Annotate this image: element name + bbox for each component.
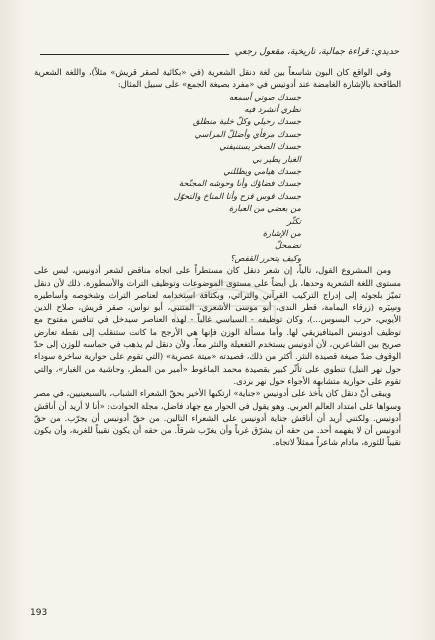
intro-paragraph: وفي الواقع كان البون شاسعاً بين لغة دنقل الشعرية (في «بكائية لصقر قريش» مثلاً)، واللغة الشعرية الطافحة بالإشارة الغامضة عند أدونيس في «مفرد بصيغة الجمع» على سبيل المثال: xyxy=(34,67,401,90)
verse-line: جسدك قوس قزح وأنا المناخ والتحوّل xyxy=(173,190,301,201)
poem-excerpt xyxy=(34,91,401,265)
paragraph: ويبقى أنّ دنقل كان يأخذ على أدونيس «جناية» ارتكبها الأخير بحقّ الشعراء الشباب، بالسبعينيين، في مصر وسواها على امتداد العالم العربي. وهو يقول في الحوار مع جهاد فاضل، مجلة الحوادث: «أنا لا أريد أن أناقش أدونيس. ولكنني أريد أن أناقش جناية أدونيس على الشعراء التالين. من حقّ أدونيس أن يجرّب. من حقّ أدونيس أن لا يفهمه أحد. من حقه أن يشرّق غرباً وأن يغرّب شرقاً. من حقه أن يكون نقيباً للغربة، وأن يكون نقيباً للثورة، مادام شاعراً ممثلاً لاتجاه. xyxy=(34,388,401,448)
verse-line: جسدك هيامي ويظللني xyxy=(223,166,301,177)
body-text xyxy=(34,66,401,449)
verse-line: تضمحلّ xyxy=(275,240,301,251)
verse-line: من بعضي من العبارة xyxy=(228,203,301,214)
verse-line: الغبار يطير بي xyxy=(252,153,301,164)
header-rule xyxy=(40,54,229,55)
running-header xyxy=(40,42,399,58)
verse-line: تكثّر xyxy=(287,215,301,226)
verse-line: جسدك مرفأي وأضللّ المراسي xyxy=(194,128,301,139)
page-number: 193 xyxy=(30,608,48,618)
verse-line: جسدك رحيلي وكلّ خلية منطلق xyxy=(192,116,301,127)
running-title: حديدي: قراءة جمالية، تاريخية، مقعول رجعي xyxy=(234,47,399,57)
verse-line: جسدك الصخر يستنيفني xyxy=(219,141,301,152)
verse-line: جسدك صوتي أسمعه xyxy=(228,91,301,102)
verse-line: جسدك فضاؤك وأنا وحوشه المجنّحة xyxy=(178,178,301,189)
paragraph: ومن المشروع القول، تالياً، إن شعر دنقل كان مستطراً على اتجاه مناقض لشعر أدونيس، ليس على مستوى اللغة الشعرية وحدها، بل أيضاً على مستوى الموضوعات وتوظيف التراث والأسطورة. ذلك لأن دنقل تميّز بلجوئه إلى إدراج التركيب القرآني والتراثي، وبكثافة استخدامه لعناصر التراث وشخوصه وأساطيره وسِيَره (زرقاء اليمامة، قطر الندى، أبو موسى الأشعري، المتنبي، أبو نواس، صقر قريش، صلاح الدين الأيوبي، حرب البسوس...)، وكان توظيفه - السياسي غالباً - لهذه العناصر سيدخل في تنافس مفتوح مع توظيف أدونيس الميتافيزيقي لها. وأما مسألة الوزن فإنها هي الأرجح ما كانت ستنقلب إلى نقطة تعارض صريح بين الشاعرين، لأن أدونيس يستخدم التفعيلة والنثر معاً، ولأن دنقل لم يذهب في حماسه للوزن إلى حدّ الوقوف ضدّ صيغة قصيدة النثر. أكثر من ذلك، قصيدته «ميتة عصرية» (التي تقوم على حوارية ساخرة سوداء حول نهر النيل) تنطوي على تأثّر كبير بقصيدة محمد الماغوط «أمير من المطر، وحاشية من الغبار»، والتي تقوم على حوارية متشابهة الأجواء حول نهر بردى. xyxy=(34,265,401,386)
verse-line: نظري أنشرد فيه xyxy=(244,104,301,114)
verse-line: وكيف يتحرر القفص؟ xyxy=(230,252,301,263)
verse-line: من الإشارة xyxy=(262,228,301,239)
